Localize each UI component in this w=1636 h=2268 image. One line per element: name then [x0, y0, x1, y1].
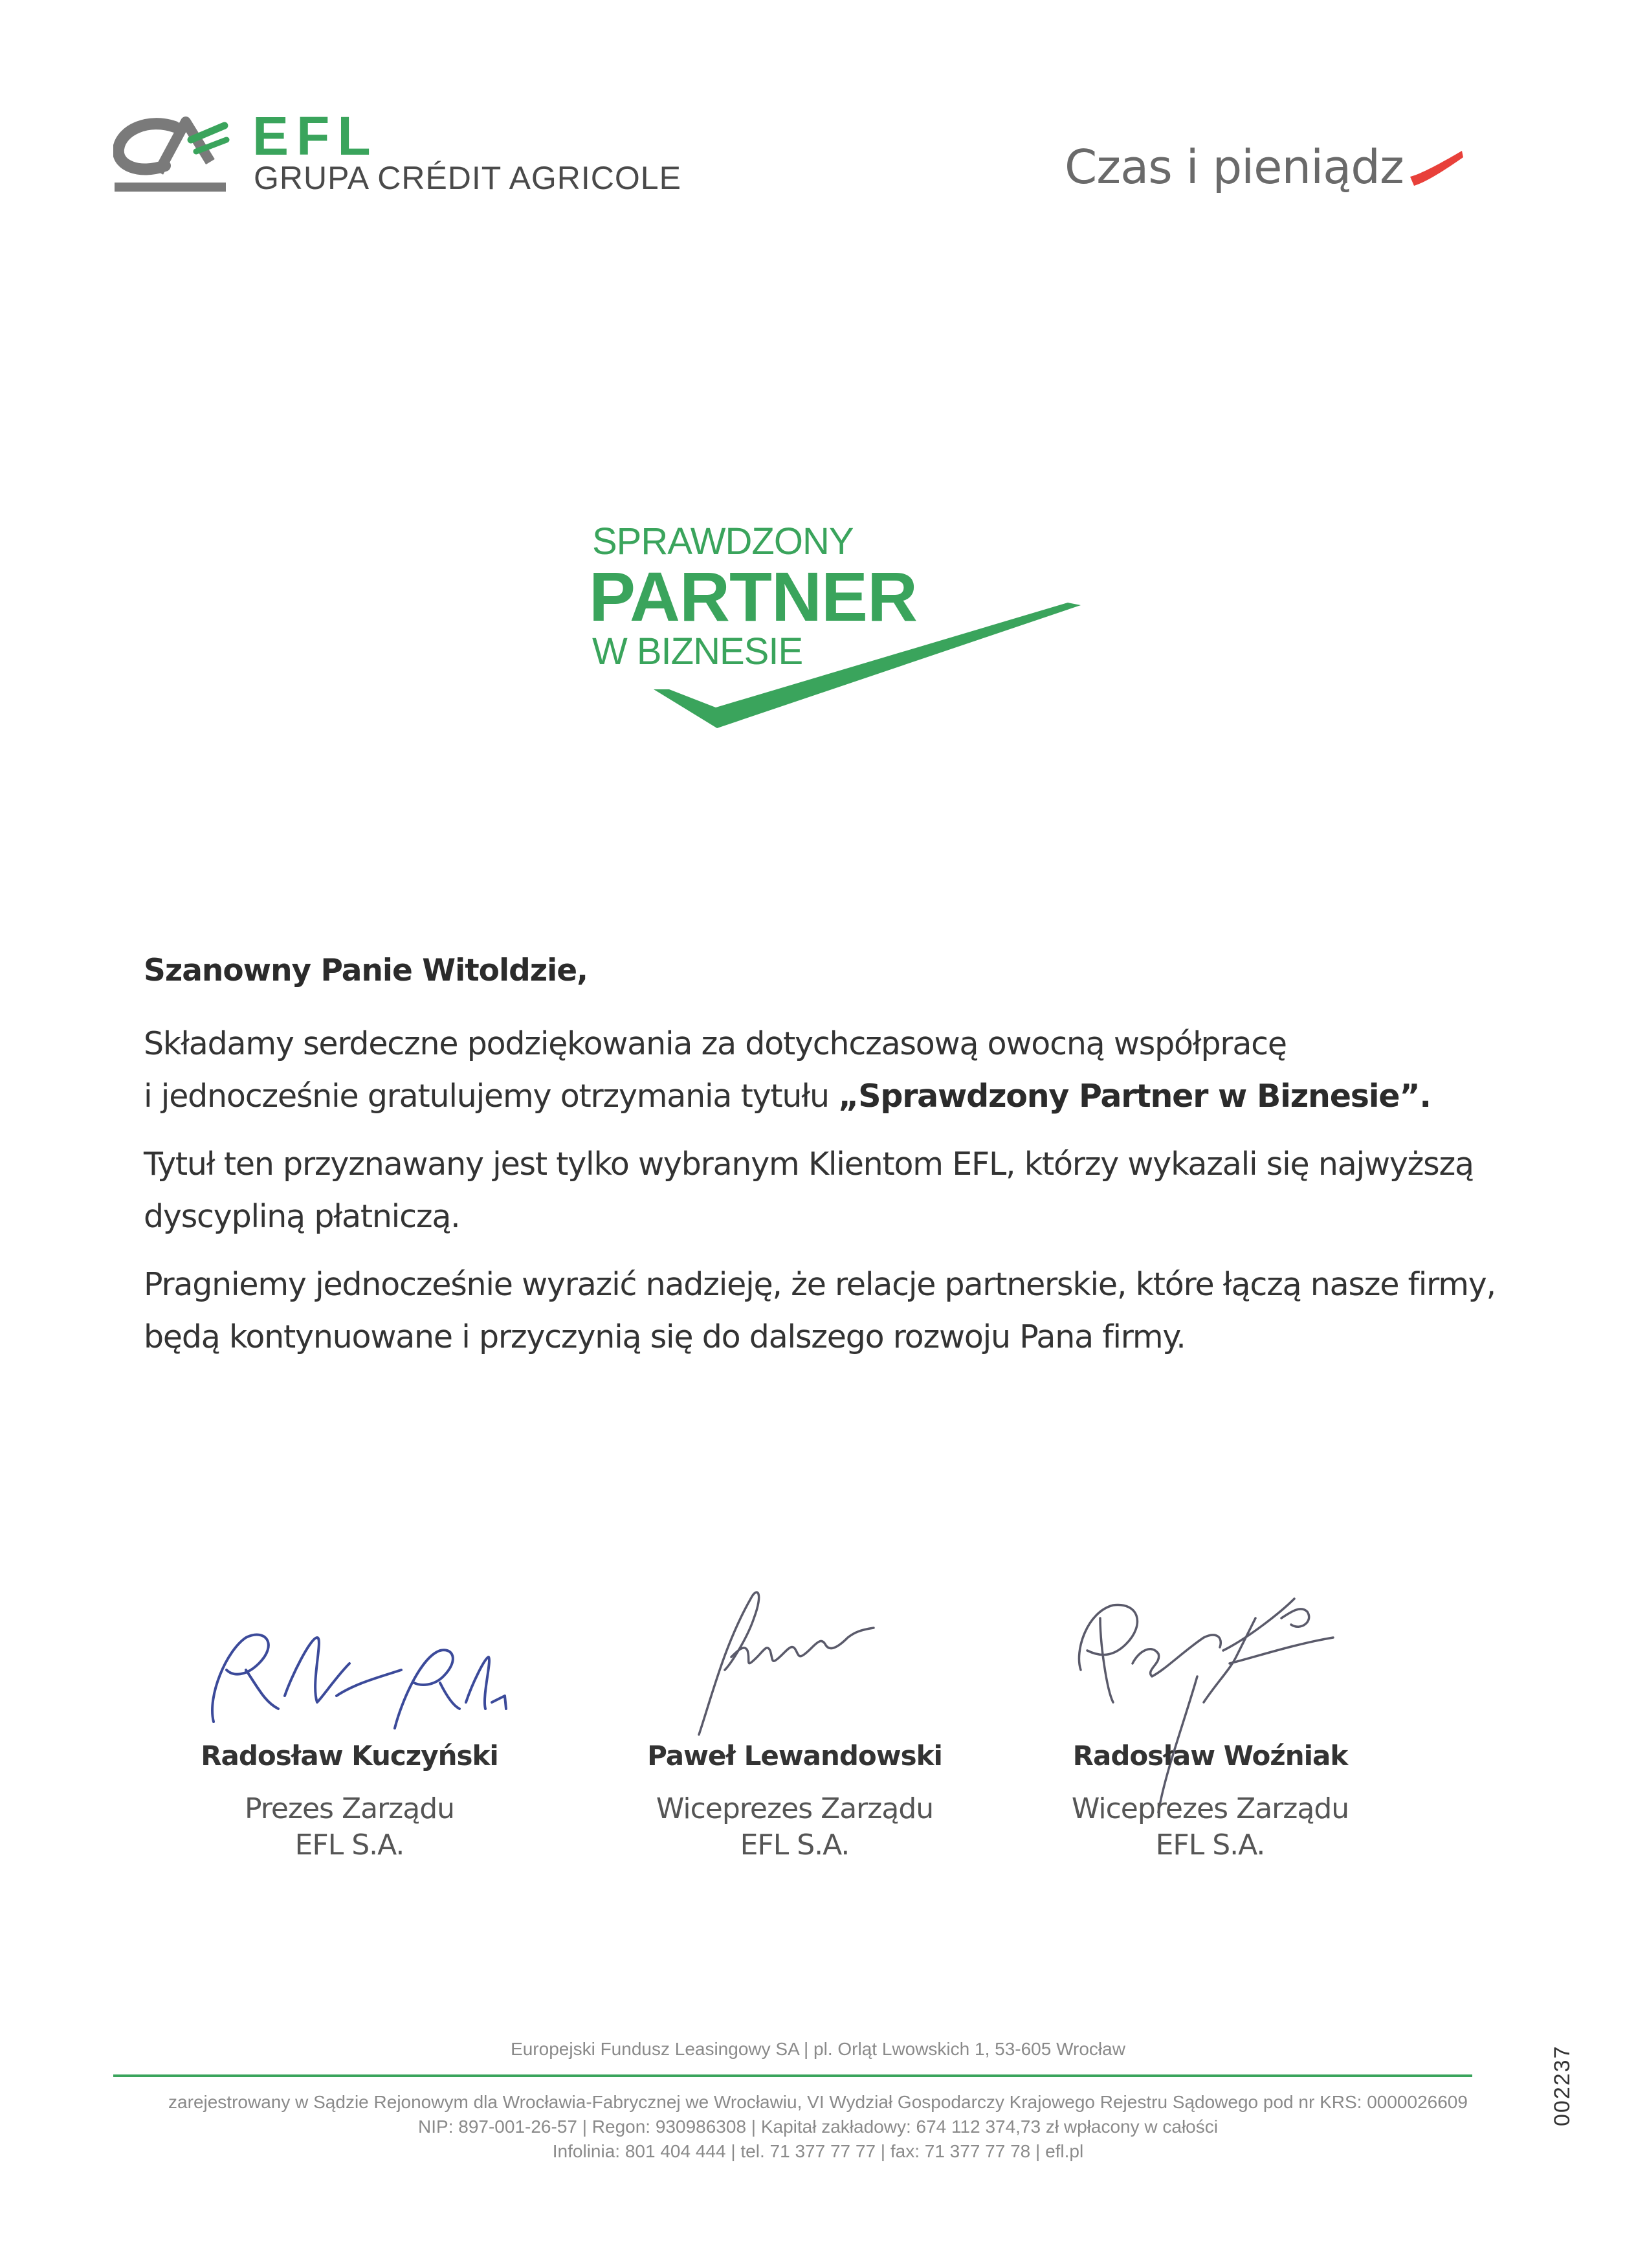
signatory-name: Radosław Kuczyński [201, 1740, 498, 1772]
signature-lewandowski [686, 1579, 906, 1748]
paragraph-hope-line-2: będą kontynuowane i przyczynią się do dalszego rozwoju Pana firmy. [144, 1318, 1186, 1355]
letter-body [144, 953, 1503, 1379]
paragraph-award-info-line-1: Tytuł ten przyznawany jest tylko wybranym Klientom EFL, którzy wykazali się najwyższą [144, 1146, 1474, 1183]
signatory-wozniak [1003, 1740, 1417, 1863]
signatory-company: EFL S.A. [1155, 1829, 1265, 1862]
group-name: GRUPA CRÉDIT AGRICOLE [254, 160, 681, 196]
brand-name: EFL [252, 106, 379, 166]
signatory-name: Radosław Woźniak [1072, 1740, 1348, 1772]
check-mark-icon [654, 599, 1081, 741]
footer-contact: Infolinia: 801 404 444 | tel. 71 377 77 77 | fax: 71 377 77 78 | efl.pl [552, 2141, 1084, 2161]
footer-divider [113, 2074, 1472, 2077]
signatory-name: Paweł Lewandowski [647, 1740, 942, 1772]
footer-registration: zarejestrowany w Sądzie Rejonowym dla Wrocławia-Fabrycznej we Wrocławiu, VI Wydział Gospodarczy Krajowego Rejestru Sądowego pod nr KRS: 0000026609 [168, 2092, 1468, 2112]
paragraph-thanks-line-1: Składamy serdeczne podziękowania za dotychczasową owocną współpracę [144, 1025, 1287, 1062]
red-stroke-icon [1408, 146, 1466, 191]
signatory-company: EFL S.A. [740, 1829, 850, 1862]
signatory-role: Prezes Zarządu [244, 1792, 455, 1825]
salutation: Szanowny Panie Witoldzie, [144, 953, 588, 988]
paragraph-thanks-line-2: i jednocześnie gratulujemy otrzymania tytułu [144, 1078, 839, 1115]
paragraph-award-info [144, 1138, 1503, 1243]
badge-line-3: W BIZNESIE [592, 630, 803, 673]
signatory-role: Wiceprezes Zarządu [1071, 1792, 1349, 1825]
paragraph-hope-line-1: Pragniemy jednocześnie wyrazić nadzieję, że relacje partnerskie, które łączą nasze firmy, [144, 1266, 1496, 1303]
badge-line-2: PARTNER [589, 557, 918, 636]
paragraph-thanks [144, 1017, 1503, 1122]
award-title: „Sprawdzony Partner w Biznesie”. [838, 1078, 1431, 1115]
signatory-kuczynski [142, 1740, 557, 1863]
signatory-lewandowski [588, 1740, 1002, 1863]
slogan: Czas i pieniądz [1065, 140, 1404, 194]
document-number: 002237 [1550, 2045, 1575, 2126]
paragraph-hope [144, 1258, 1503, 1363]
signature-kuczynski [188, 1599, 524, 1748]
signatory-role: Wiceprezes Zarządu [656, 1792, 934, 1825]
signatory-company: EFL S.A. [294, 1829, 404, 1862]
footer-company: Europejski Fundusz Leasingowy SA | pl. Orląt Lwowskich 1, 53-605 Wrocław [511, 2039, 1125, 2059]
footer-tax-info: NIP: 897-001-26-57 | Regon: 930986308 | Kapitał zakładowy: 674 112 374,73 zł wpłacony w całości [418, 2117, 1218, 2137]
badge-line-1: SPRAWDZONY [592, 520, 854, 562]
paragraph-award-info-line-2: dyscypliną płatniczą. [144, 1198, 460, 1235]
credit-agricole-logo-icon [113, 115, 230, 194]
